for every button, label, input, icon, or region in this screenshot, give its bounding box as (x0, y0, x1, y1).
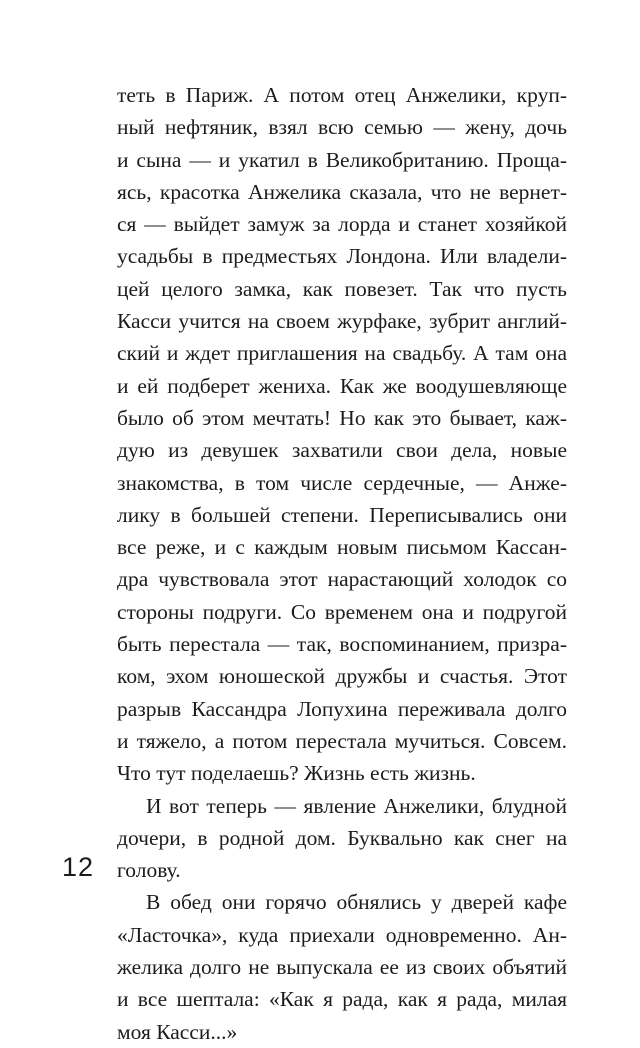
text-line: быть перестала — так, воспоминанием, призра- (117, 632, 567, 657)
text-line: дра чувствовала этот нарастающий холодок со (117, 567, 567, 592)
text-line: ясь, красотка Анжелика сказала, что не вернет- (117, 179, 567, 204)
text-line: моя Касси...» (117, 1019, 238, 1044)
text-line: Что тут поделаешь? Жизнь есть жизнь. (117, 761, 476, 786)
text-line: и тяжело, а потом перестала мучиться. Совсем. (117, 728, 567, 753)
text-line: стороны подруги. Со временем она и подругой (117, 599, 567, 624)
text-line: и ей подберет жениха. Как же воодушевляюще (117, 373, 567, 398)
page-number: 12 (62, 852, 95, 882)
text-line: и сына — и укатил в Великобританию. Проща- (117, 147, 567, 172)
text-line: дочери, в родной дом. Буквально как снег на (117, 825, 567, 850)
text-line: ся — выйдет замуж за лорда и станет хозяйкой (117, 212, 567, 237)
text-line: ком, эхом юношеской дружбы и счастья. Этот (117, 664, 567, 689)
text-line: желика долго не выпускала ее из своих объятий (117, 955, 567, 980)
text-line: знакомства, в том числе сердечные, — Анже- (117, 470, 567, 495)
paragraph-first-line: И вот теперь — явление Анжелики, блудной (146, 793, 567, 818)
text-line: разрыв Кассандра Лопухина переживала долго (117, 696, 567, 721)
body-text (117, 79, 567, 1048)
paragraph-first-line: В обед они горячо обнялись у дверей кафе (146, 890, 567, 915)
text-line: было об этом мечтать! Но как это бывает, каж- (117, 405, 567, 430)
text-line: усадьбы в предместьях Лондона. Или владели- (117, 244, 567, 269)
text-line: цей целого замка, как повезет. Так что пусть (117, 276, 567, 301)
text-line: ский и ждет приглашения на свадьбу. А там она (117, 341, 567, 366)
text-line: дую из девушек захватили свои дела, новые (117, 438, 567, 463)
text-line: все реже, и с каждым новым письмом Кассан- (117, 535, 567, 560)
text-line: теть в Париж. А потом отец Анжелики, круп- (117, 83, 567, 107)
text-line: ный нефтяник, взял всю семью — жену, дочь (117, 115, 567, 140)
text-line: «Ласточка», куда приехали одновременно. Ан- (117, 922, 567, 947)
text-line: и все шептала: «Как я рада, как я рада, милая (117, 987, 567, 1012)
text-line: Касси учится на своем журфаке, зубрит англий- (117, 309, 567, 334)
text-line: голову. (117, 858, 181, 883)
text-line: лику в большей степени. Переписывались они (117, 502, 567, 527)
